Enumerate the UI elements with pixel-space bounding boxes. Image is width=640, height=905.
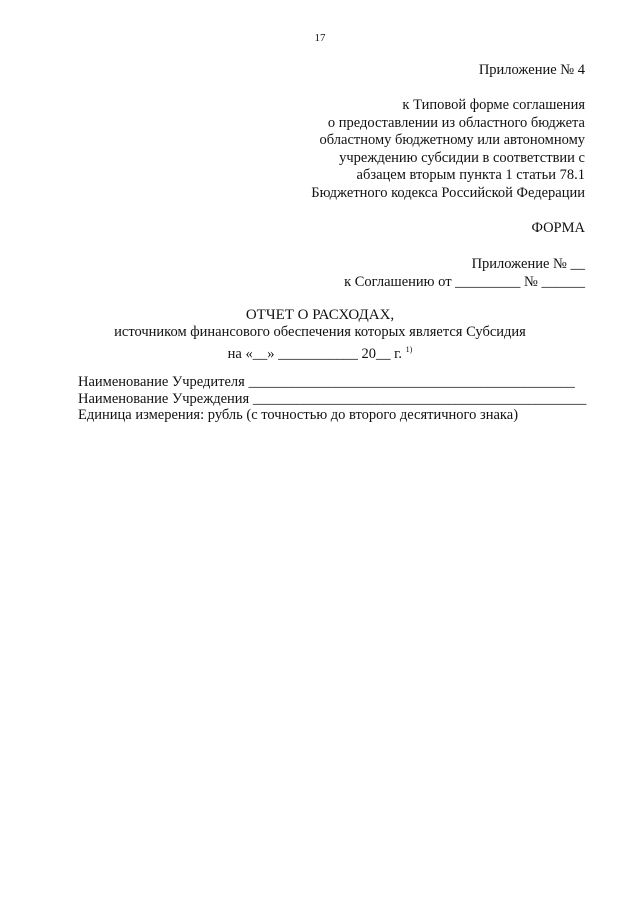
fields-block [78,374,586,424]
report-subtitle: источником финансового обеспечения которых является Субсидия [114,324,526,340]
report-heading [0,307,640,363]
reference-block [311,97,585,202]
field-institution-name: Наименование Учреждения ______________________________________________ [78,390,587,407]
reference-line: о предоставлении из областного бюджета [327,114,585,131]
form-label: ФОРМА [531,220,585,236]
reference-line: областному бюджетному или автономному [319,132,585,148]
reference-line: учреждению субсидии в соответствии с [339,149,585,166]
reference-line: абзацем вторым пункта 1 статьи 78.1 [356,167,585,183]
appendix-header: Приложение № 4 [478,62,585,78]
field-founder-name: Наименование Учредителя _____________________________________________ [78,374,575,390]
reference-line: Бюджетного кодекса Российской Федерации [311,184,585,201]
footnote-mark: 1) [405,345,413,354]
report-date-line [0,341,640,363]
attachment-block [344,256,585,291]
field-unit-of-measure: Единица измерения: рубль (с точностью до второго десятичного знака) [78,407,519,423]
report-date: на «__» ___________ 20__ г. [227,346,403,362]
reference-line: к Типовой форме соглашения [402,97,585,113]
page-number: 17 [314,32,326,44]
agreement-reference: к Соглашению от _________ № ______ [344,273,585,290]
report-title: ОТЧЕТ О РАСХОДАХ, [245,307,395,323]
attachment-label: Приложение № __ [471,256,585,272]
